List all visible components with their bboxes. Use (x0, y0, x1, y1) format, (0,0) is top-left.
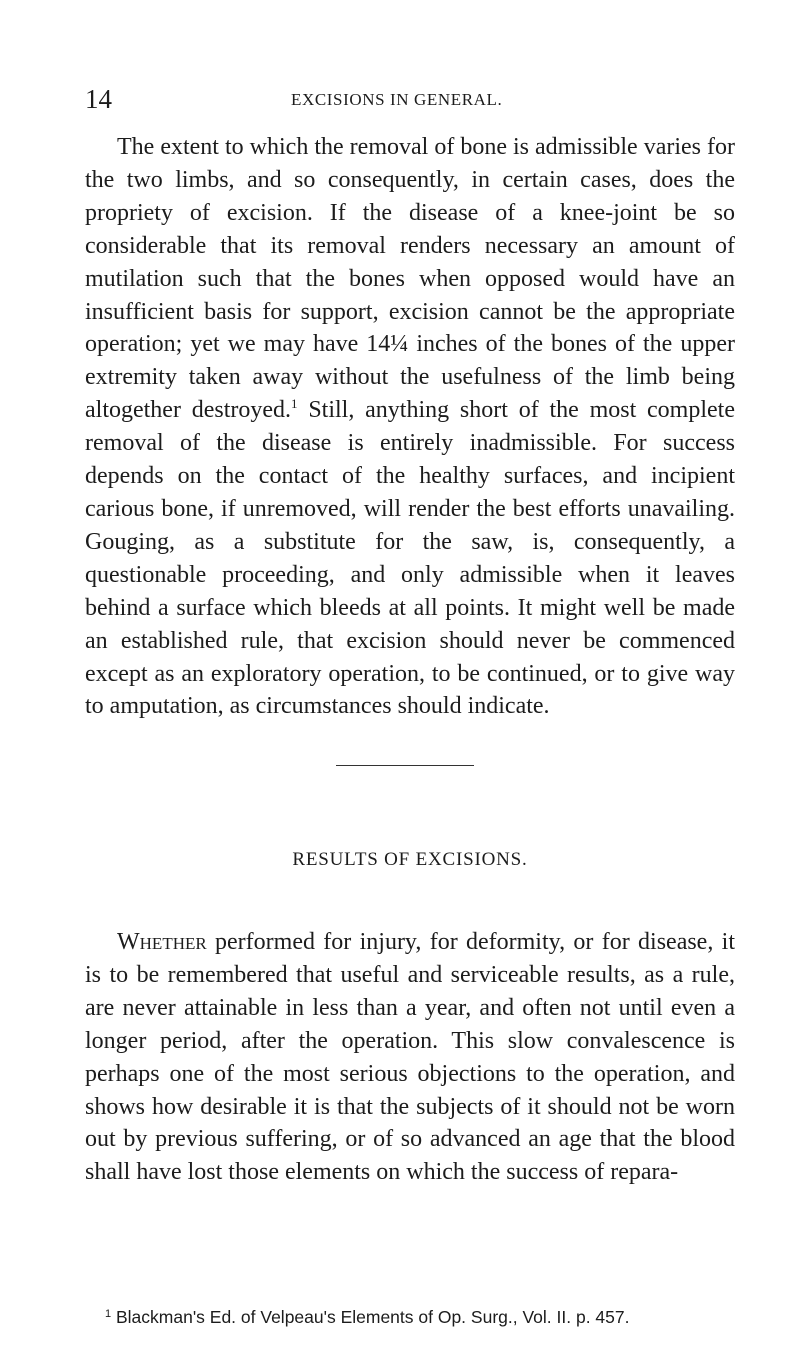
paragraph-results (85, 926, 735, 1189)
running-head: EXCISIONS IN GENERAL. (291, 90, 503, 109)
paragraph1-text-continued: Still, anything short of the most complete removal of the disease is entirely inadmissible. For success depends on the contact of the healthy surfaces, and incipient carious bone, if unremoved, will render the best efforts unavailing. Gouging, as a substitute for the saw, is, consequently, a questionable proceeding, and only admissible when it leaves behind a surface which bleeds at all points. It might well be made an established rule, that excision should never be commenced except as an exploratory operation, to be continued, or to give way to amputation, as circumstances should indicate. (85, 397, 735, 720)
paragraph2-lead-word: Whether (117, 929, 207, 955)
footnote-text: Blackman's Ed. of Velpeau's Elements of Op. Surg., Vol. II. p. 457. (111, 1307, 630, 1327)
page-header (85, 84, 735, 114)
paragraph1-text: The extent to which the removal of bone is admissible varies for the two limbs, and so consequently, in certain cases, does the propriety of excision. If the disease of a knee-joint be so considerable that its removal renders necessary an amount of mutilation such that the bones when opposed would have an insufficient basis for support, excision cannot be the appropriate operation; yet we may have 14¼ inches of the bones of the upper extremity taken away without the usefulness of the limb being altogether destroyed. (85, 134, 735, 424)
footnote-reference: 1 (291, 396, 298, 412)
section-divider (336, 765, 474, 766)
page-number: 14 (85, 84, 112, 114)
section-heading: RESULTS OF EXCISIONS. (292, 849, 528, 870)
footnote (105, 1306, 735, 1328)
footnote-marker: 1 (105, 1308, 112, 1320)
paragraph-excision-extent (85, 131, 735, 723)
paragraph2-text: performed for injury, for deformity, or for disease, it is to be remembered that useful and serviceable results, as a rule, are never attainable in less than a year, and often not until even a longer period, after the operation. This slow convalescence is perhaps one of the most serious objections to the operation, and shows how desirable it is that the subjects of it should not be worn out by previous suffering, or of so advanced an age that the blood shall have lost those elements on which the success of repara- (85, 929, 735, 1186)
